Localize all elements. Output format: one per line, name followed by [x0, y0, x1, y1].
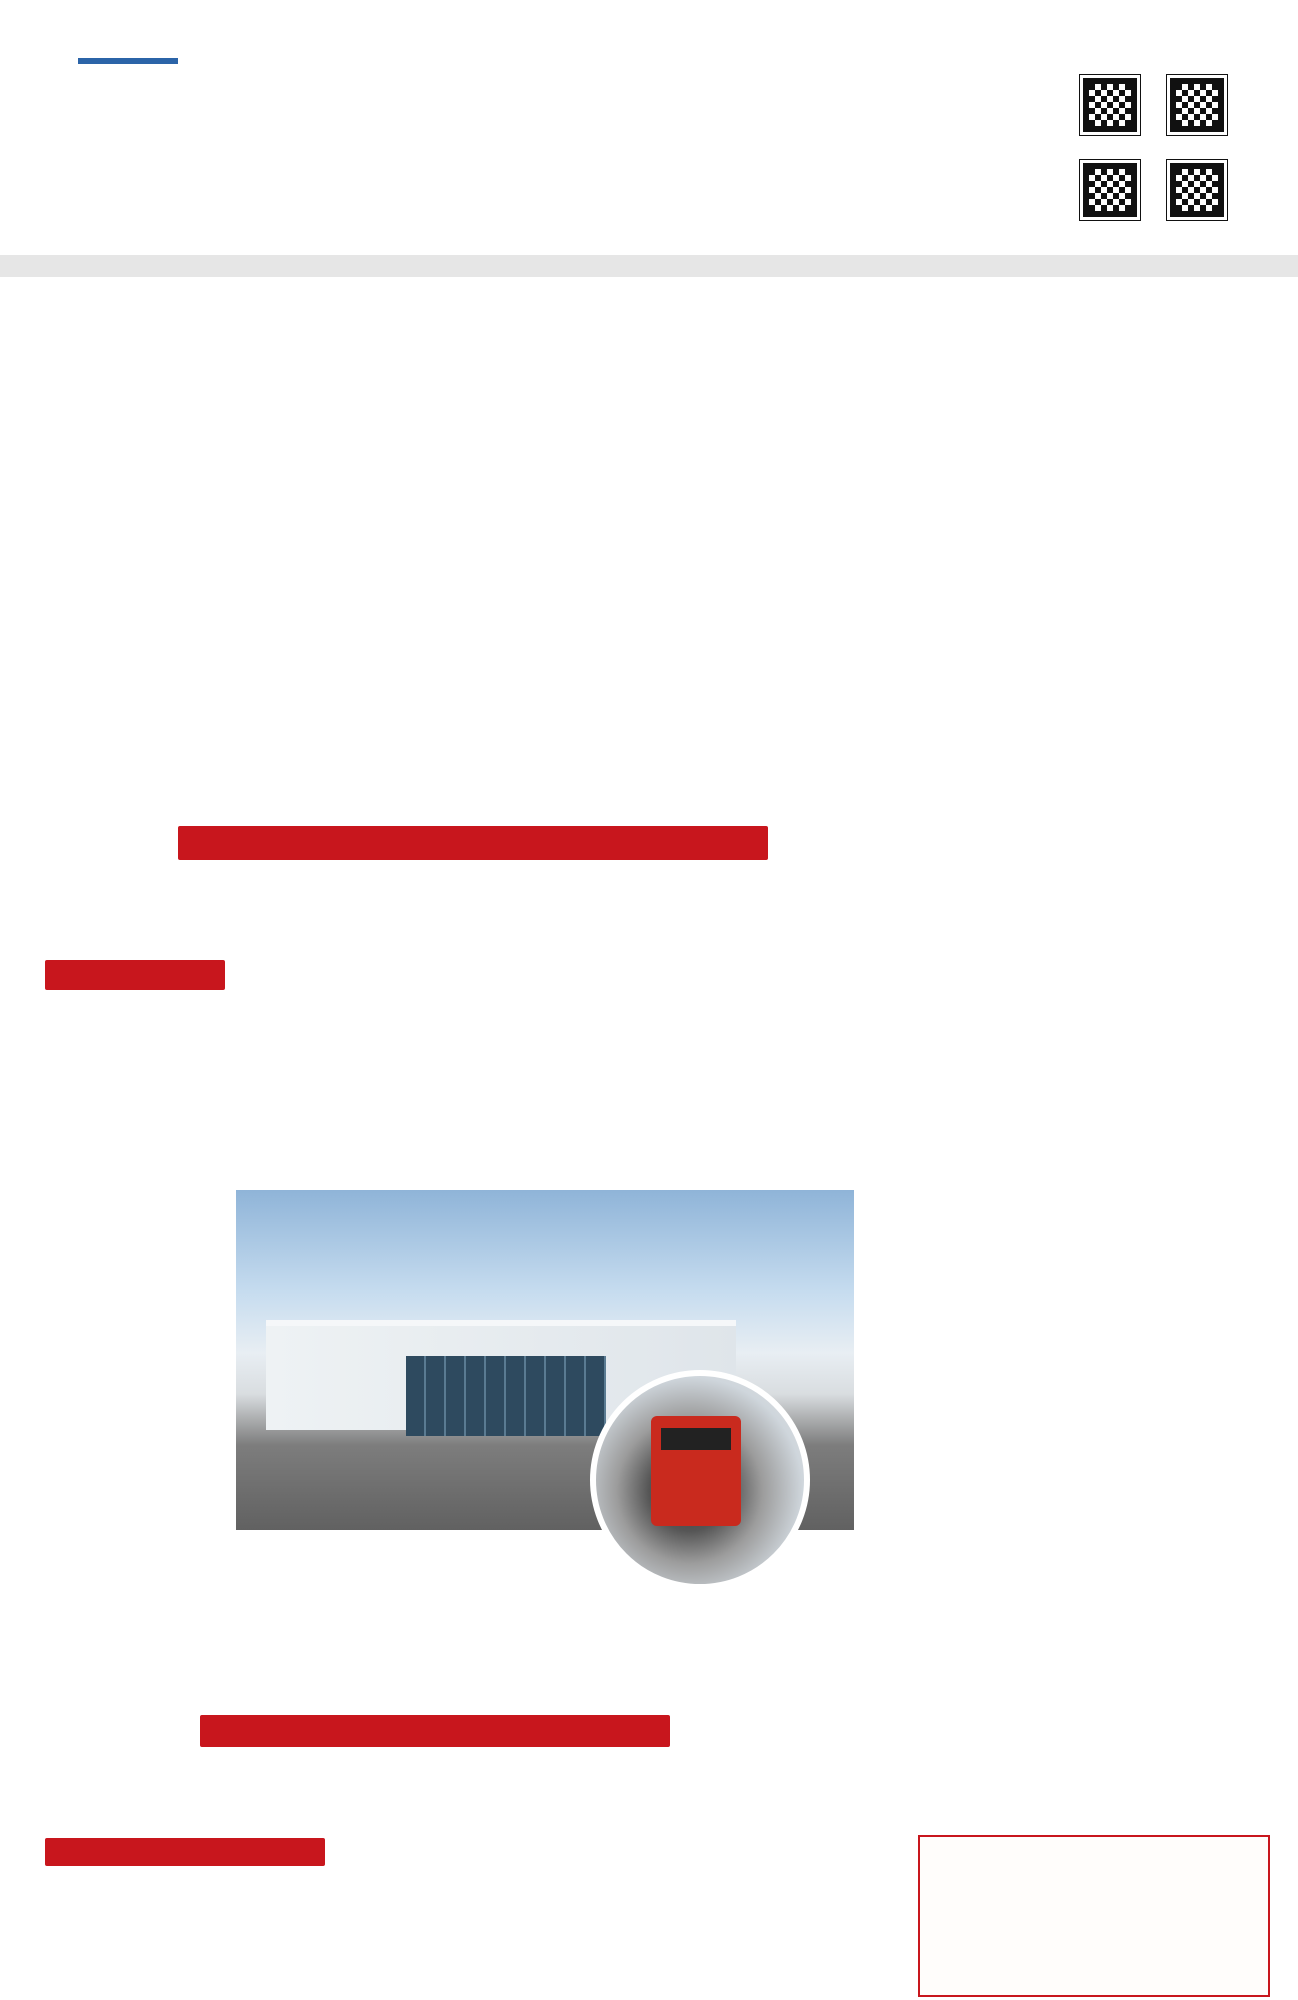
- qr-code-icon[interactable]: [1080, 75, 1140, 135]
- qr-codes: [1075, 75, 1275, 245]
- sidebar-column-2: [918, 1470, 1273, 1820]
- sidebar-column-1: [918, 298, 1038, 1458]
- lead-column-2: [255, 510, 455, 815]
- theme-banner-2: [200, 1715, 670, 1747]
- publication-info-bar: [0, 255, 1298, 277]
- theme-banner: [178, 826, 768, 860]
- newspaper-title: [282, 36, 982, 186]
- story3-column-4: [684, 1845, 894, 1997]
- qr-code-icon[interactable]: [1080, 160, 1140, 220]
- qr-code-icon[interactable]: [1167, 160, 1227, 220]
- lead-column-4: [675, 510, 875, 815]
- section-tag-2: [45, 1838, 325, 1866]
- story3-column-3: [471, 1845, 676, 1997]
- congratulations-telegram: [918, 1835, 1270, 1997]
- lead-column-1: [45, 510, 245, 815]
- section-tag: [45, 960, 225, 990]
- story2-column-4: [658, 1635, 858, 1705]
- story2-column-1: [45, 998, 223, 1643]
- inspection-robot: [651, 1416, 741, 1526]
- story3-column-2: [258, 1872, 463, 1997]
- story2-column-3: [426, 1540, 586, 1800]
- robot-inset-photo: [590, 1370, 810, 1590]
- story3-column-1: [45, 1872, 250, 1997]
- qr-code-icon[interactable]: [1167, 75, 1227, 135]
- story2-column-2: [236, 1540, 416, 1800]
- masthead-left: [70, 52, 215, 70]
- lead-column-3: [465, 510, 665, 815]
- date-box: [78, 58, 178, 64]
